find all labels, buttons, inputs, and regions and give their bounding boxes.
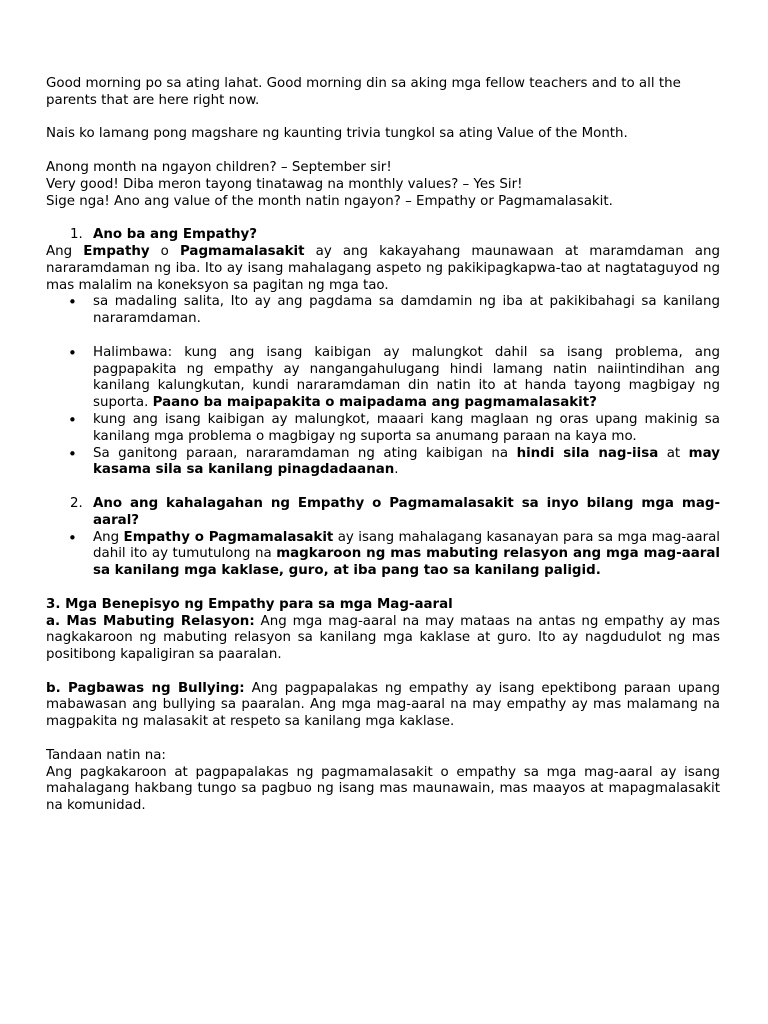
dialogue-line: Very good! Diba meron tayong tinatawag na monthly values? – Yes Sir!: [46, 176, 523, 192]
definition-paragraph: Ang Empathy o Pagmamalasakit ay ang kakayahang maunawaan at maramdaman ang nararamdaman ng iba. Ito ay isang mahalagang aspeto ng pakikipagkapwa-tao at nagtataguyod ng mas malalim na koneksyon sa pagitan ng mga tao.: [46, 243, 720, 293]
section1-heading: [46, 227, 720, 244]
list-item: • Sa ganitong paraan, nararamdaman ng ating kaibigan na hindi sila nag-iisa at may kasama sila sa kanilang pinagdadaanan.: [46, 446, 720, 480]
closing-label: Tandaan natin na:: [46, 747, 166, 763]
document-page: [46, 76, 720, 815]
bullet-icon: [46, 294, 93, 328]
bullet-icon: [46, 446, 93, 480]
list-number: 1.: [70, 227, 83, 243]
benefit-a-paragraph: a. Mas Mabuting Relasyon: Ang mga mag-aaral na may mataas na antas ng empathy ay mas nagkakaroon ng mabuting relasyon sa kanilang mga kaklase at guro. Ito ay nagdudulot ng mas positibong kapaligiran sa paaralan.: [46, 613, 721, 663]
section3-heading: 3. Mga Benepisyo ng Empathy para sa mga Mag-aaral: [46, 596, 453, 612]
bullet-icon: [46, 412, 93, 446]
trivia-paragraph: Nais ko lamang pong magshare ng kaunting trivia tungkol sa ating Value of the Month.: [46, 126, 628, 142]
benefit-b-paragraph: b. Pagbawas ng Bullying: Ang pagpapalakas ng empathy ay isang epektibong paraan upang mabawasan ang bullying sa paaralan. Ang mga mag-aaral na may empathy ay mas malamang na magpakita ng malasakit at respeto sa kanilang mga kaklase.: [46, 680, 721, 730]
bullet-icon: [46, 345, 93, 412]
list-number: 2.: [70, 495, 83, 511]
dialogue-line: Anong month na ngayon children? – September sir!: [46, 159, 392, 175]
list-item: • Halimbawa: kung ang isang kaibigan ay malungkot dahil sa isang problema, ang pagpapakita ng empathy ay nangangahulugang hindi lamang natin naiintindihan ang kanilang kalungkutan, kundi nararamdaman din natin ito at handa tayong magbigay ng suporta. Paano ba maipapakita o maipadama ang pagmamalasakit?: [46, 345, 720, 412]
section2-heading: [46, 496, 720, 530]
list-item: • Ang Empathy o Pagmamalasakit ay isang mahalagang kasanayan para sa mga mag-aaral dahil ito ay tumutulong na magkaroon ng mas mabuting relasyon ang mga mag-aaral sa kanilang mga kaklase, guro, at iba pang tao sa kanilang paligid.: [46, 530, 720, 580]
greeting-paragraph: Good morning po sa ating lahat. Good morning din sa aking mga fellow teachers and to all the parents that are here right now.: [46, 76, 681, 108]
heading-text: Ano ang kahalagahan ng Empathy o Pagmamalasakit sa inyo bilang mga mag-aaral?: [93, 495, 720, 528]
bullet-icon: [46, 530, 93, 580]
dialogue-line: Sige nga! Ano ang value of the month natin ngayon? – Empathy or Pagmamalasakit.: [46, 193, 613, 209]
heading-text: Ano ba ang Empathy?: [93, 227, 258, 243]
list-item: • kung ang isang kaibigan ay malungkot, maaari kang maglaan ng oras upang makinig sa kanilang mga problema o magbigay ng suporta sa anumang paraan na kaya mo.: [46, 412, 720, 446]
closing-paragraph: Ang pagkakaroon at pagpapalakas ng pagmamalasakit o empathy sa mga mag-aaral ay isang mahalagang hakbang tungo sa pagbuo ng isang mas maunawain, mas maayos at mapagmalasakit na komunidad.: [46, 764, 720, 814]
list-item: • sa madaling salita, Ito ay ang pagdama sa damdamin ng iba at pakikibahagi sa kanilang nararamdaman.: [46, 294, 720, 328]
